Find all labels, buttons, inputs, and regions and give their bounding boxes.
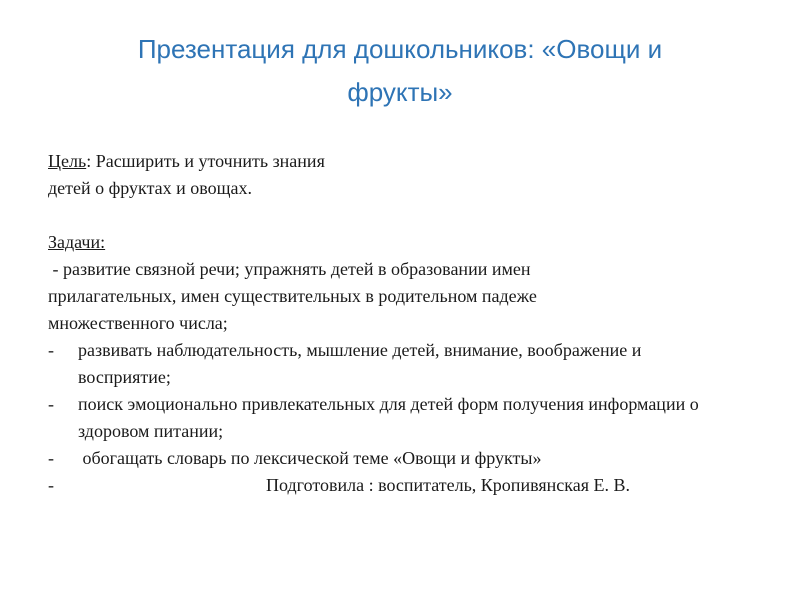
goal-line-2: детей о фруктах и овощах. <box>48 178 253 198</box>
goal-label: Цель <box>48 151 87 171</box>
signature: Подготовила : воспитатель, Кропивянская Е. В. <box>266 475 630 495</box>
dash-marker: - <box>48 340 54 360</box>
slide-body <box>48 148 748 499</box>
task-item-text: обогащать словарь по лексической теме «Овощи и фрукты» <box>78 448 542 468</box>
task-item-2 <box>48 391 743 445</box>
task-item-1 <box>48 337 678 391</box>
goal-text: : Расширить и уточнить знания <box>86 151 325 171</box>
task-item-3 <box>48 445 743 472</box>
dash-marker: - <box>48 448 54 468</box>
task-first-line-2: прилагательных, имен существительных в родительном падеже <box>48 286 537 306</box>
task-item-text: поиск эмоционально привлекательных для детей форм получения информации о здоровом питании; <box>78 394 699 441</box>
slide-title: Презентация для дошкольников: «Овощи и фрукты» <box>137 34 663 107</box>
task-item-text: развивать наблюдательность, мышление детей, внимание, воображение и восприятие; <box>78 340 642 387</box>
goal-line-1 <box>48 148 748 175</box>
dash-marker: - <box>48 394 54 414</box>
signature-line <box>48 472 748 499</box>
dash-marker: - <box>48 475 54 495</box>
spacer <box>48 202 748 229</box>
task-first-line-1: - развитие связной речи; упражнять детей в образовании имен <box>48 259 531 279</box>
tasks-label: Задачи: <box>48 232 106 252</box>
task-first-line-3: множественного числа; <box>48 313 228 333</box>
